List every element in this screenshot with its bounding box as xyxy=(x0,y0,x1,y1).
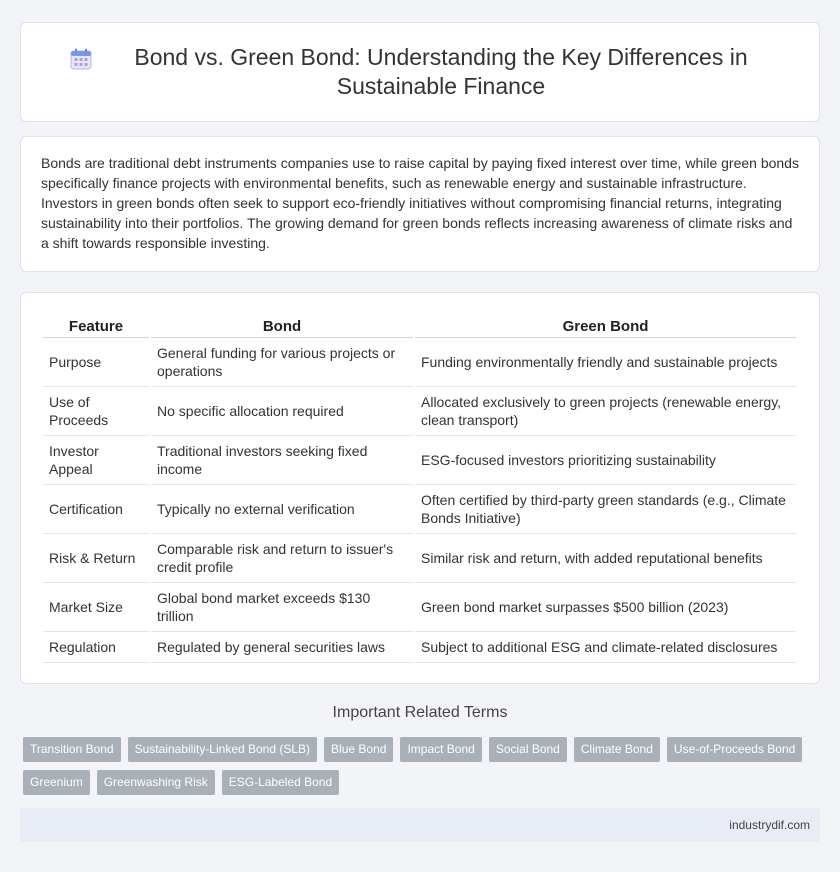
cell-green-bond: Often certified by third-party green standards (e.g., Climate Bonds Initiative) xyxy=(415,485,796,534)
related-terms-tags xyxy=(23,737,823,795)
tag-blue-bond[interactable]: Blue Bond xyxy=(324,737,393,762)
cell-feature: Purpose xyxy=(43,338,149,387)
cell-bond: Regulated by general securities laws xyxy=(151,632,413,663)
cell-green-bond: Subject to additional ESG and climate-related disclosures xyxy=(415,632,796,663)
cell-green-bond: Similar risk and return, with added reputational benefits xyxy=(415,534,796,583)
tag-impact-bond[interactable]: Impact Bond xyxy=(400,737,481,762)
header-bond: Bond xyxy=(151,315,413,338)
cell-green-bond: ESG-focused investors prioritizing sustainability xyxy=(415,436,796,485)
tag-use-of-proceeds-bond[interactable]: Use-of-Proceeds Bond xyxy=(667,737,802,762)
tag-sustainability-linked-bond[interactable]: Sustainability-Linked Bond (SLB) xyxy=(128,737,317,762)
cell-feature: Use of Proceeds xyxy=(43,387,149,436)
cell-bond: General funding for various projects or operations xyxy=(151,338,413,387)
cell-feature: Risk & Return xyxy=(43,534,149,583)
cell-feature: Market Size xyxy=(43,583,149,632)
header-green-bond: Green Bond xyxy=(415,315,796,338)
header-card xyxy=(20,22,820,122)
calendar-icon xyxy=(69,47,93,71)
tag-climate-bond[interactable]: Climate Bond xyxy=(574,737,660,762)
comparison-table xyxy=(41,315,798,663)
tag-greenium[interactable]: Greenium xyxy=(23,770,90,795)
related-terms-title: Important Related Terms xyxy=(332,704,508,721)
cell-bond: Global bond market exceeds $130 trillion xyxy=(151,583,413,632)
table-row xyxy=(43,632,796,663)
header-feature: Feature xyxy=(43,315,149,338)
table-header-row xyxy=(43,315,796,338)
table-row xyxy=(43,534,796,583)
cell-feature: Certification xyxy=(43,485,149,534)
cell-bond: Comparable risk and return to issuer's credit profile xyxy=(151,534,413,583)
cell-green-bond: Green bond market surpasses $500 billion (2023) xyxy=(415,583,796,632)
cell-green-bond: Funding environmentally friendly and sustainable projects xyxy=(415,338,796,387)
cell-feature: Regulation xyxy=(43,632,149,663)
comparison-table-card xyxy=(20,292,820,684)
cell-feature: Investor Appeal xyxy=(43,436,149,485)
cell-bond: No specific allocation required xyxy=(151,387,413,436)
footer-site[interactable]: industrydif.com xyxy=(729,818,810,832)
footer xyxy=(20,808,820,842)
tag-social-bond[interactable]: Social Bond xyxy=(489,737,567,762)
page-title: Bond vs. Green Bond: Understanding the Key Differences in Sustainable Finance xyxy=(134,44,748,99)
intro-card xyxy=(20,136,820,272)
intro-paragraph: Bonds are traditional debt instruments companies use to raise capital by paying fixed interest over time, while green bonds specifically finance projects with environmental benefits, such as renewable energy and sustainable infrastructure. Investors in green bonds often seek to support eco-friendly initiatives without compromising financial returns, integrating sustainability into their portfolios. The growing demand for green bonds reflects increasing awareness of climate risks and a shift towards responsible investing. xyxy=(41,155,799,251)
title-wrap xyxy=(21,43,819,101)
tag-transition-bond[interactable]: Transition Bond xyxy=(23,737,121,762)
cell-bond: Typically no external verification xyxy=(151,485,413,534)
table-row xyxy=(43,338,796,387)
table-row xyxy=(43,436,796,485)
cell-green-bond: Allocated exclusively to green projects (renewable energy, clean transport) xyxy=(415,387,796,436)
table-row xyxy=(43,485,796,534)
table-row xyxy=(43,387,796,436)
table-row xyxy=(43,583,796,632)
tag-esg-labeled-bond[interactable]: ESG-Labeled Bond xyxy=(222,770,339,795)
cell-bond: Traditional investors seeking fixed income xyxy=(151,436,413,485)
tag-greenwashing-risk[interactable]: Greenwashing Risk xyxy=(97,770,215,795)
